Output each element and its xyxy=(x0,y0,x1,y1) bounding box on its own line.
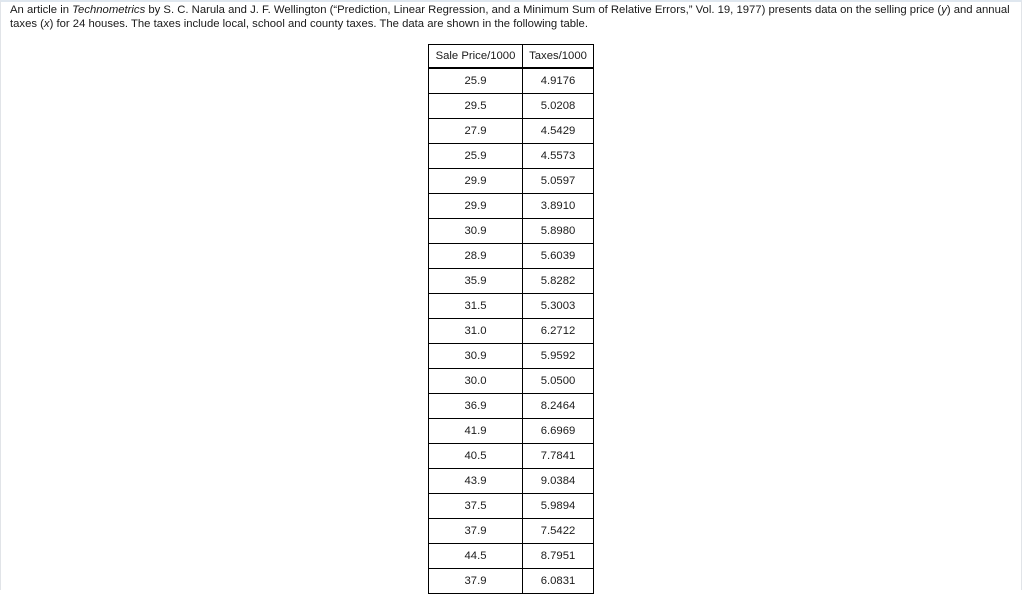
table-row xyxy=(429,94,594,119)
header-taxes: Taxes/1000 xyxy=(523,45,594,69)
cell-taxes: 3.8910 xyxy=(523,194,594,219)
cell-sale-price: 29.5 xyxy=(429,94,523,119)
cell-sale-price: 37.9 xyxy=(429,569,523,594)
journal-name: Technometrics xyxy=(72,4,146,16)
variable-y: y xyxy=(941,4,947,16)
cell-taxes: 6.2712 xyxy=(523,319,594,344)
intro-text-4: ) for 24 houses. The taxes include local, school and county taxes. The data are shown in the following table. xyxy=(49,18,588,30)
table-row xyxy=(429,394,594,419)
cell-taxes: 8.2464 xyxy=(523,394,594,419)
table-row xyxy=(429,194,594,219)
cell-sale-price: 30.9 xyxy=(429,219,523,244)
cell-sale-price: 44.5 xyxy=(429,544,523,569)
cell-sale-price: 40.5 xyxy=(429,444,523,469)
intro-text-1: An article in xyxy=(10,4,73,16)
cell-sale-price: 35.9 xyxy=(429,269,523,294)
cell-taxes: 4.5573 xyxy=(523,144,594,169)
table-body xyxy=(429,68,594,594)
cell-taxes: 4.9176 xyxy=(523,68,594,94)
cell-taxes: 4.5429 xyxy=(523,119,594,144)
cell-taxes: 8.7951 xyxy=(523,544,594,569)
cell-taxes: 9.0384 xyxy=(523,469,594,494)
table-header-row xyxy=(429,45,594,69)
cell-taxes: 6.6969 xyxy=(523,419,594,444)
cell-taxes: 6.0831 xyxy=(523,569,594,594)
table-row xyxy=(429,344,594,369)
cell-taxes: 5.0208 xyxy=(523,94,594,119)
table-row xyxy=(429,219,594,244)
cell-sale-price: 37.5 xyxy=(429,494,523,519)
cell-taxes: 5.3003 xyxy=(523,294,594,319)
cell-taxes: 5.9592 xyxy=(523,344,594,369)
cell-sale-price: 25.9 xyxy=(429,144,523,169)
table-row xyxy=(429,444,594,469)
cell-taxes: 5.6039 xyxy=(523,244,594,269)
cell-sale-price: 41.9 xyxy=(429,419,523,444)
cell-sale-price: 30.9 xyxy=(429,344,523,369)
table-row xyxy=(429,419,594,444)
table-row xyxy=(429,269,594,294)
table-row xyxy=(429,119,594,144)
table-row xyxy=(429,144,594,169)
table-row xyxy=(429,544,594,569)
table-row xyxy=(429,369,594,394)
cell-taxes: 5.0597 xyxy=(523,169,594,194)
cell-sale-price: 28.9 xyxy=(429,244,523,269)
cell-sale-price: 31.0 xyxy=(429,319,523,344)
table-row xyxy=(429,469,594,494)
cell-taxes: 5.9894 xyxy=(523,494,594,519)
table-row xyxy=(429,494,594,519)
table-row xyxy=(429,244,594,269)
cell-sale-price: 37.9 xyxy=(429,519,523,544)
header-sale-price: Sale Price/1000 xyxy=(429,45,523,69)
cell-sale-price: 25.9 xyxy=(429,68,523,94)
cell-taxes: 5.8980 xyxy=(523,219,594,244)
intro-text-3: ) and annual taxes ( xyxy=(10,4,1010,30)
variable-x: x xyxy=(43,18,50,30)
intro-text-2: by S. C. Narula and J. F. Wellington (“Prediction, Linear Regression, and a Minimum Sum of Relative Errors,” Vol. 19, 1977) presents data on the selling price ( xyxy=(145,4,942,16)
cell-sale-price: 27.9 xyxy=(429,119,523,144)
table-row xyxy=(429,319,594,344)
cell-taxes: 5.8282 xyxy=(523,269,594,294)
cell-taxes: 7.7841 xyxy=(523,444,594,469)
table-row xyxy=(429,169,594,194)
table-row xyxy=(429,519,594,544)
table-row xyxy=(429,294,594,319)
cell-sale-price: 30.0 xyxy=(429,369,523,394)
cell-sale-price: 29.9 xyxy=(429,169,523,194)
cell-sale-price: 31.5 xyxy=(429,294,523,319)
cell-taxes: 7.5422 xyxy=(523,519,594,544)
problem-statement xyxy=(10,3,1010,31)
cell-sale-price: 29.9 xyxy=(429,194,523,219)
table-row xyxy=(429,68,594,94)
cell-taxes: 5.0500 xyxy=(523,369,594,394)
cell-sale-price: 36.9 xyxy=(429,394,523,419)
cell-sale-price: 43.9 xyxy=(429,469,523,494)
data-table xyxy=(428,44,594,594)
